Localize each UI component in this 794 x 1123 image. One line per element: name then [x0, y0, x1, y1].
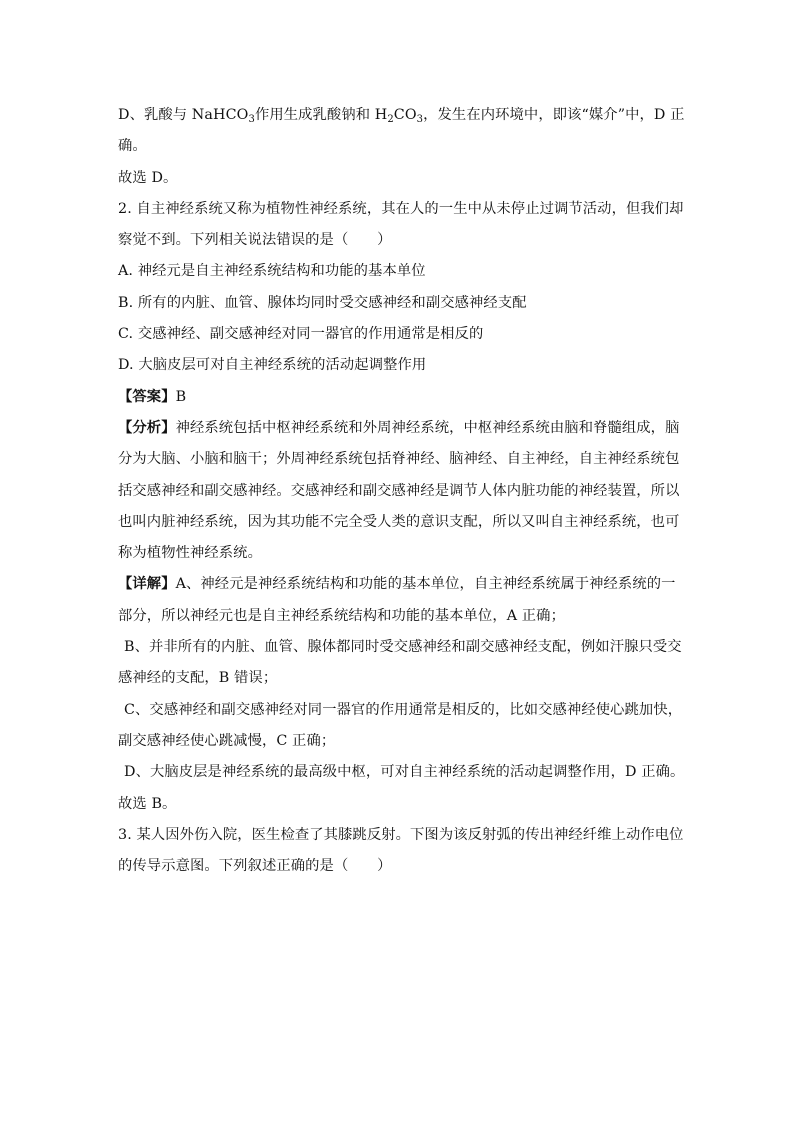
q2-analysis-line-4: 也叫内脏神经系统，因为其功能不完全受人类的意识支配，所以又叫自主神经系统，也可 — [118, 513, 680, 530]
q2-option-a: A. 神经元是自主神经系统结构和功能的基本单位 — [118, 263, 426, 280]
q2-option-d: D. 大脑皮层可对自主神经系统的活动起调整作用 — [118, 357, 427, 374]
q2-analysis-line-2: 分为大脑、小脑和脑干；外周神经系统包括脊神经、脑神经、自主神经，自主神经系统包 — [118, 451, 680, 468]
q2-detail-a-line-1 — [118, 569, 678, 600]
text-segment: 作用生成乳酸钠和 H — [254, 107, 388, 123]
subscript: 3 — [248, 114, 255, 125]
analysis-text: 神经系统包括中枢神经系统和外周神经系统，中枢神经系统由脑和脊髓组成，脑 — [175, 419, 680, 436]
q2-option-c: C. 交感神经、副交感神经对同一器官的作用通常是相反的 — [118, 326, 484, 343]
q3-stem-line-1: 3. 某人因外伤入院，医生检查了其膝跳反射。下图为该反射弧的传出神经纤维上动作电位 — [118, 826, 684, 843]
q2-detail-c-line-2: 副交感神经使心跳减慢，C 正确； — [118, 732, 336, 749]
q2-detail-c-line-1: C、交感神经和副交感神经对同一器官的作用通常是相反的，比如交感神经使心跳加快， — [124, 701, 683, 718]
q2-detail-b-line-1: B、并非所有的内脏、血管、腺体都同时受交感神经和副交感神经支配，例如汗腺只受交 — [124, 639, 682, 656]
subscript: 3 — [416, 114, 424, 125]
q2-answer — [118, 382, 678, 413]
q2-stem-line-1: 2. 自主神经系统又称为植物性神经系统，其在人的一生中从未停止过调节活动，但我们却 — [118, 200, 684, 217]
subscript: 2 — [387, 114, 394, 125]
q2-detail-a-line-2: 部分，所以神经元也是自主神经系统结构和功能的基本单位，A 正确； — [118, 607, 565, 624]
q2-detail-b-line-2: 感神经的支配，B 错误； — [118, 670, 278, 687]
prev-answer-d-line-2: 确。 — [118, 138, 147, 155]
q3-stem-line-2: 的传导示意图。下列叙述正确的是（ ） — [118, 858, 392, 875]
q2-detail-d-line-1: D、大脑皮层是神经系统的最高级中枢，可对自主神经系统的活动起调整作用，D 正确。 — [124, 764, 685, 781]
text-segment: CO — [393, 107, 417, 123]
q2-choose: 故选 B。 — [118, 795, 177, 812]
q2-analysis-line-3: 括交感神经和副交感神经。交感神经和副交感神经是调节人体内脏功能的神经装置，所以 — [118, 482, 680, 499]
q2-stem-line-2: 察觉不到。下列相关说法错误的是（ ） — [118, 232, 392, 249]
q2-analysis-line-1 — [118, 413, 678, 444]
text-segment: ，发生在内环境中，即该“媒介”中，D 正 — [423, 107, 685, 123]
detail-tag: 【详解】 — [118, 576, 176, 593]
detail-text: A、神经元是神经系统结构和功能的基本单位，自主神经系统属于神经系统的一 — [175, 576, 676, 593]
analysis-tag: 【分析】 — [118, 419, 176, 436]
prev-answer-d-line-1 — [118, 100, 685, 131]
answer-tag: 【答案】 — [118, 388, 176, 405]
q2-option-b: B. 所有的内脏、血管、腺体均同时受交感神经和副交感神经支配 — [118, 294, 527, 311]
text-segment: D、乳酸与 NaHCO — [118, 107, 249, 123]
answer-value: B — [175, 388, 187, 405]
q2-analysis-line-5: 称为植物性神经系统。 — [118, 545, 262, 562]
document-page — [118, 100, 685, 882]
prev-answer-choose: 故选 D。 — [118, 169, 178, 186]
